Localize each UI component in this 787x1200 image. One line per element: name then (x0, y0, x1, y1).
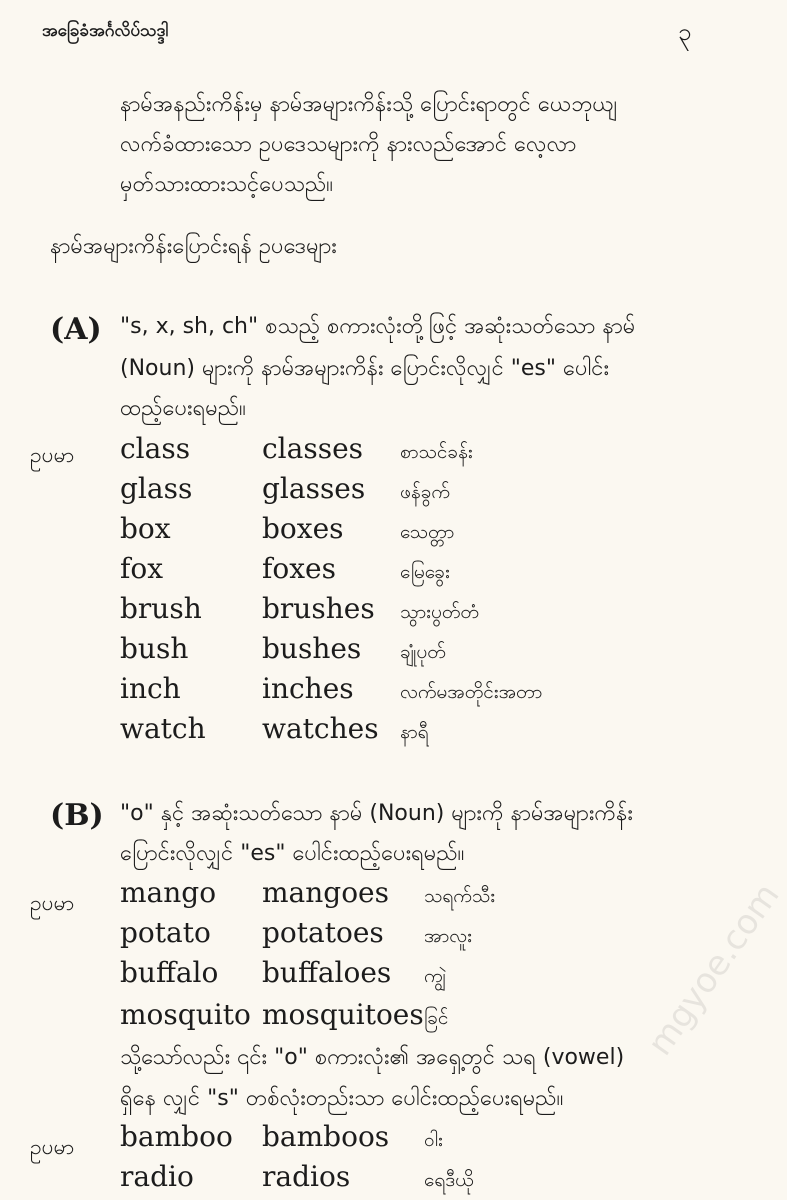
meaning: နာရီ (400, 721, 429, 743)
meaning: ကျွဲ (424, 965, 446, 987)
plural-word: mangoes (262, 876, 389, 909)
meaning: စာသင်ခန်း (400, 441, 473, 463)
singular-word: mosquito (120, 998, 251, 1031)
meaning: သွားပွတ်တံ (400, 601, 479, 623)
example-row (0, 712, 750, 752)
singular-word: bamboo (120, 1120, 233, 1153)
singular-word: potato (120, 916, 211, 949)
plural-word: potatoes (262, 916, 384, 949)
plural-word: classes (262, 432, 364, 465)
plural-word: foxes (262, 552, 336, 585)
rule-b-label: (B) (50, 798, 104, 833)
example-row (0, 916, 750, 956)
plural-word: boxes (262, 512, 344, 545)
rule-a-example-label: ဥပမာ (30, 443, 75, 467)
plural-word: inches (262, 672, 354, 705)
plural-word: buffaloes (262, 956, 392, 989)
example-row (0, 552, 750, 592)
rule-b-line-2: ပြောင်းလိုလျှင် "es" ပေါင်းထည့်ပေးရမည်။ (120, 841, 465, 866)
example-row (0, 472, 750, 512)
singular-word: buffalo (120, 956, 219, 989)
plural-word: bushes (262, 632, 362, 665)
rule-b-note-line-2: ရှိနေ လျှင် "s" တစ်လုံးတည်းသာ ပေါင်းထည့်ပေးရမည်။ (120, 1086, 564, 1111)
singular-word: glass (120, 472, 193, 505)
plural-word: mosquitoes (262, 998, 424, 1031)
meaning: သေတ္တာ (400, 521, 455, 543)
rule-b-note-line-1: သို့သော်လည်း ၎င်း "o" စကားလုံး၏ အရှေ့တွင် သရ (vowel) (120, 1045, 625, 1070)
example-row (0, 632, 750, 672)
plural-word: brushes (262, 592, 375, 625)
example-row (0, 876, 750, 916)
intro-line-1: နာမ်အနည်းကိန်းမှ နာမ်အများကိန်းသို့ ပြောင်းရာတွင် ယေဘုယျ (120, 92, 618, 117)
meaning: မြေခွေး (400, 561, 450, 583)
meaning: ဖန်ခွက် (400, 481, 450, 503)
rule-b-line-1: "o" နှင့် အဆုံးသတ်သော နာမ် (Noun) များကို နာမ်အများကိန်း (120, 801, 633, 826)
meaning: သရက်သီး (424, 885, 496, 907)
singular-word: class (120, 432, 191, 465)
example-row (0, 432, 750, 472)
singular-word: radio (120, 1160, 194, 1193)
plural-word: glasses (262, 472, 366, 505)
rule-b-example-label-2: ဥပမာ (30, 1135, 75, 1159)
example-row (0, 1120, 750, 1160)
rule-a-line-3: ထည့်ပေးရမည်။ (120, 396, 246, 421)
section-heading: နာမ်အများကိန်းပြောင်းရန် ဥပဒေများ (50, 234, 337, 259)
meaning: လက်မအတိုင်းအတာ (400, 681, 543, 703)
rule-a-line-1: "s, x, sh, ch" စသည့် စကားလုံးတို့ဖြင့် အဆုံးသတ်သော နာမ် (120, 314, 636, 339)
singular-word: brush (120, 592, 202, 625)
rule-a-line-2: (Noun) များကို နာမ်အများကိန်း ပြောင်းလိုလျှင် "es" ပေါင်း (120, 356, 610, 381)
meaning: ခြင် (424, 1007, 449, 1029)
example-row (0, 1160, 750, 1200)
watermark: mgyoe.com (640, 876, 787, 1063)
example-row (0, 672, 750, 712)
plural-word: watches (262, 712, 379, 745)
plural-word: bamboos (262, 1120, 390, 1153)
rule-a-label: (A) (50, 312, 102, 347)
singular-word: fox (120, 552, 164, 585)
meaning: ရေဒီယို (424, 1169, 474, 1191)
example-row (0, 512, 750, 552)
intro-line-3: မှတ်သားထားသင့်ပေသည်။ (120, 172, 333, 197)
page-number: ၃ (678, 18, 692, 46)
meaning: ချုံပုတ် (400, 641, 446, 663)
singular-word: inch (120, 672, 181, 705)
singular-word: box (120, 512, 171, 545)
running-header-title: အခြေခံအင်္ဂလိပ်သဒ္ဒါ (42, 21, 169, 41)
example-row (0, 592, 750, 632)
singular-word: bush (120, 632, 189, 665)
singular-word: mango (120, 876, 217, 909)
meaning: ဝါး (424, 1129, 443, 1151)
example-row (0, 956, 750, 996)
intro-line-2: လက်ခံထားသော ဥပဒေသများကို နားလည်အောင် လေ့လာ (120, 132, 577, 157)
plural-word: radios (262, 1160, 351, 1193)
meaning: အာလူး (424, 925, 472, 947)
example-row (0, 998, 750, 1038)
rule-b-example-label: ဥပမာ (30, 891, 75, 915)
singular-word: watch (120, 712, 206, 745)
